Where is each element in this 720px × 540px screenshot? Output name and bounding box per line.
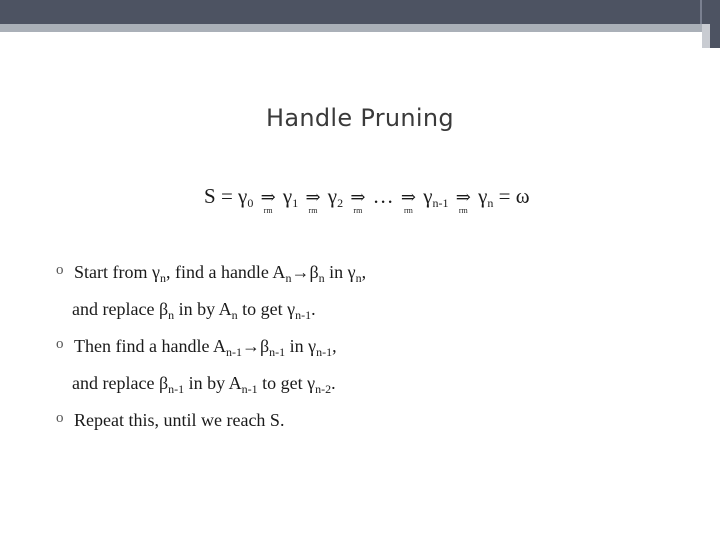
subscript-2: 2	[337, 196, 344, 210]
slide-top-band	[0, 24, 720, 32]
bullet-list	[56, 262, 696, 447]
gamma-2: γ	[327, 184, 338, 208]
ellipsis: …	[372, 184, 394, 208]
gamma-0: γ	[238, 184, 248, 208]
bullet-text: Start from $\gamma_n$, find a handle $A_n\to\beta_n$ in $\gamma_n$,	[74, 262, 367, 285]
start-symbol: S	[204, 184, 216, 208]
rm-derive-arrow: ⇒ rm	[305, 187, 321, 215]
subscript-n-1: n-1	[432, 196, 449, 210]
omega: ω	[515, 184, 530, 208]
bullet-text: and replace $\beta_n$ in by $A_n$ to get $\gamma_{n-1}$.	[72, 299, 316, 322]
bullet-item	[56, 410, 696, 447]
slide-corner-accent-edge	[700, 0, 702, 24]
equals-sign: =	[498, 184, 511, 208]
rm-derive-arrow: ⇒ rm	[455, 187, 471, 215]
gamma-1: γ	[282, 184, 293, 208]
bullet-continuation	[56, 299, 696, 336]
slide-title: Handle Pruning	[266, 104, 454, 132]
derivation-formula	[204, 184, 530, 215]
bullet-marker-icon: o	[56, 262, 64, 278]
gamma-n-1: γ	[423, 184, 433, 208]
subscript-1: 1	[292, 196, 299, 210]
bullet-item	[56, 262, 696, 299]
slide-top-bar	[0, 0, 720, 24]
subscript-0: 0	[247, 196, 254, 210]
bullet-continuation	[56, 373, 696, 410]
rm-derive-arrow: ⇒ rm	[350, 187, 366, 215]
slide-corner-accent-light	[702, 24, 710, 48]
gamma-n: γ	[478, 184, 488, 208]
rm-derive-arrow: ⇒ rm	[260, 187, 276, 215]
equals-sign: =	[220, 184, 233, 208]
slide-corner-accent	[710, 0, 720, 48]
subscript-n: n	[487, 196, 494, 210]
bullet-item	[56, 336, 696, 373]
bullet-text: Repeat this, until we reach S.	[74, 410, 285, 430]
bullet-marker-icon: o	[56, 410, 64, 426]
bullet-text: Then find a handle $A_{n-1}\to\beta_{n-1}$ in $\gamma_{n-1}$,	[74, 336, 337, 359]
bullet-marker-icon: o	[56, 336, 64, 352]
rm-derive-arrow: ⇒ rm	[400, 187, 416, 215]
bullet-text: and replace $\beta_{n-1}$ in by $A_{n-1}$ to get $\gamma_{n-2}$.	[72, 373, 336, 396]
